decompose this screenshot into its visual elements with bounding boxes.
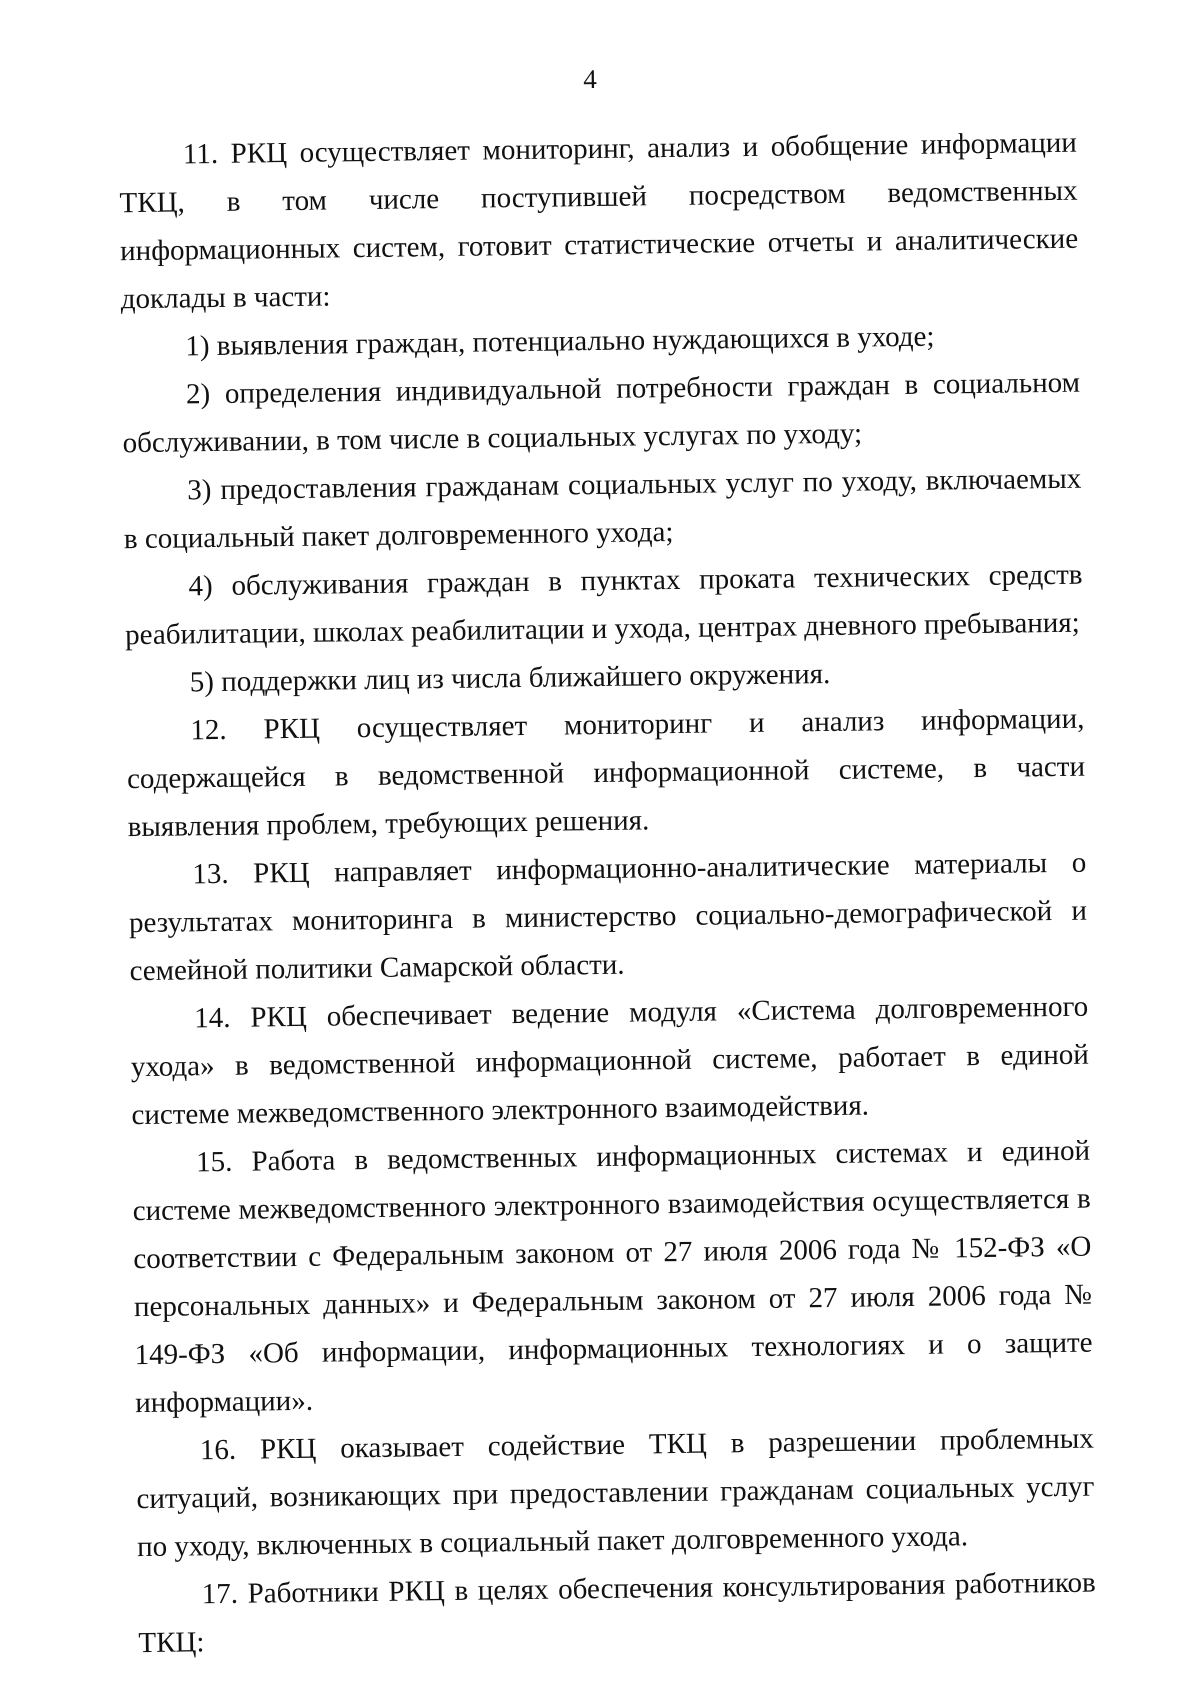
paragraph-12: 12. РКЦ осуществляет мониторинг и анализ информации, содержащейся в ведомственной информационной системе, в части выявления проблем, требующих решения. — [126, 702, 1086, 844]
list-item-5: 5) поддержки лиц из числа ближайшего окружения. — [189, 657, 831, 699]
paragraph-16: 16. РКЦ оказывает содействие ТКЦ в разрешении проблемных ситуаций, возникающих при предоставлении гражданам социальных услуг по уходу, включенных в социальный пакет долговременного ухода. — [136, 1422, 1095, 1564]
list-item-2: 2) определения индивидуальной потребности граждан в социальном обслуживании, в том числе в социальных услугах по уходу; — [122, 366, 1081, 460]
list-item-3: 3) предоставления гражданам социальных услуг по уходу, включаемых в социальный пакет долговременного ухода; — [123, 462, 1082, 556]
paragraph-17: 17. Работники РКЦ в целях обеспечения консультирования работников ТКЦ: — [138, 1566, 1096, 1660]
page-number: 4 — [583, 63, 597, 95]
list-item-1: 1) выявления граждан, потенциально нуждающихся в уходе; — [185, 320, 935, 363]
list-item-4: 4) обслуживания граждан в пунктах проката технических средств реабилитации, школах реабилитации и ухода, центрах дневного пребывания; — [124, 558, 1083, 652]
paragraph-11: 11. РКЦ осуществляет мониторинг, анализ и обобщение информации ТКЦ, в том числе поступившей посредством ведомственных информационных систем, готовит статистические отчеты и аналитические доклады в части: — [119, 126, 1079, 316]
paragraph-14: 14. РКЦ обеспечивает ведение модуля «Система долговременного ухода» в ведомственной информационной системе, работает в единой системе межведомственного электронного взаимодействия. — [130, 990, 1089, 1132]
document-body — [119, 119, 1097, 1667]
paragraph-13: 13. РКЦ направляет информационно-аналитические материалы о результатах мониторинга в министерство социально-демографической и семейной политики Самарской области. — [128, 846, 1088, 988]
paragraph-15: 15. Работа в ведомственных информационных системах и единой системе межведомственного электронного взаимодействия осуществляется в соответствии с Федеральным законом от 27 июля 2006 года № 152-ФЗ «О персональных данных» и Федеральным законом от 27 июля 2006 года № 149-ФЗ «Об информации, информационных технологиях и о защите информации». — [132, 1134, 1093, 1420]
